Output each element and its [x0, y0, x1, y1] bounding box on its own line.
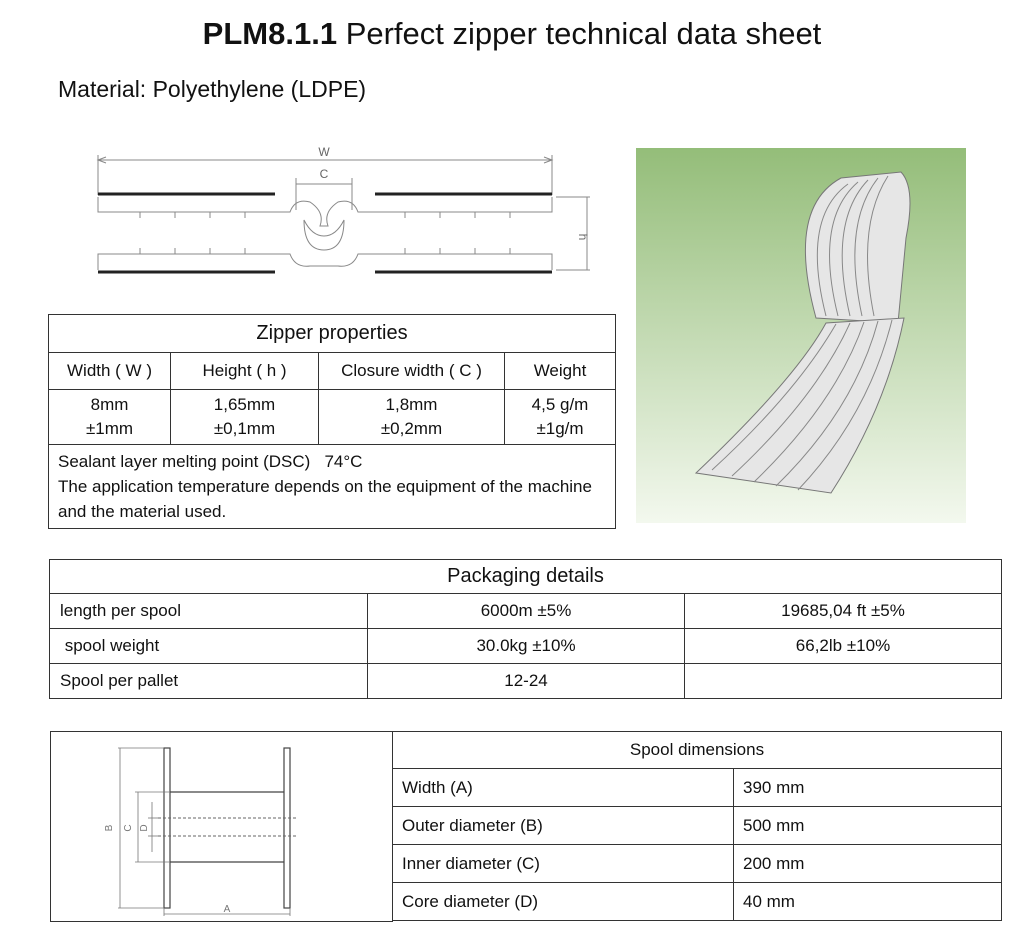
table-row: [393, 845, 1002, 883]
row-label: Core diameter (D): [393, 883, 734, 921]
table-row: [50, 664, 1002, 699]
product-code: PLM8.1.1: [202, 16, 338, 51]
value-closure-width: 1,8mm ±0,2mm: [319, 390, 505, 445]
row-value-imperial: 66,2lb ±10%: [685, 629, 1002, 664]
value-width: 8mm ±1mm: [49, 390, 171, 445]
table-row: [393, 807, 1002, 845]
value-weight: 4,5 g/m ±1g/m: [505, 390, 616, 445]
row-value: 40 mm: [734, 883, 1002, 921]
zipper-profile-diagram: [90, 140, 610, 290]
spool-label-b: B: [104, 824, 115, 832]
spool-diagram: [100, 742, 310, 917]
zipper-table-title: Zipper properties: [49, 315, 616, 353]
spool-dimensions-table: [392, 731, 1002, 921]
row-value-metric: 12-24: [368, 664, 685, 699]
row-label: spool weight: [50, 629, 368, 664]
row-label: length per spool: [50, 594, 368, 629]
page-title: [0, 16, 1024, 52]
zipper-properties-table: [48, 314, 616, 529]
material-line: Material: Polyethylene (LDPE): [58, 76, 367, 102]
melting-point-note: Sealant layer melting point (DSC) 74°C: [58, 452, 363, 471]
row-label: Width (A): [393, 769, 734, 807]
spool-label-c: C: [123, 824, 134, 832]
row-value: 200 mm: [734, 845, 1002, 883]
row-value-metric: 6000m ±5%: [368, 594, 685, 629]
value-height: 1,65mm ±0,1mm: [171, 390, 319, 445]
packaging-table-title: Packaging details: [50, 560, 1002, 594]
spool-label-d: D: [139, 824, 150, 832]
dimension-label-c: C: [319, 167, 329, 181]
dimension-label-h: h: [576, 233, 590, 241]
row-label: Outer diameter (B): [393, 807, 734, 845]
column-header-weight: Weight: [505, 353, 616, 390]
zipper-product-render: [636, 148, 966, 523]
row-label: Spool per pallet: [50, 664, 368, 699]
table-row: [50, 594, 1002, 629]
row-value: 390 mm: [734, 769, 1002, 807]
row-value-metric: 30.0kg ±10%: [368, 629, 685, 664]
application-temp-note: The application temperature depends on the equipment of the machine and the material used.: [58, 477, 592, 521]
table-row: [50, 629, 1002, 664]
column-header-width: Width ( W ): [49, 353, 171, 390]
row-value-imperial: [685, 664, 1002, 699]
dimension-label-w: W: [318, 145, 330, 159]
row-label: Inner diameter (C): [393, 845, 734, 883]
title-text: Perfect zipper technical data sheet: [345, 16, 822, 51]
row-value: 500 mm: [734, 807, 1002, 845]
column-header-closure-width: Closure width ( C ): [319, 353, 505, 390]
table-row: [393, 769, 1002, 807]
spool-table-title: Spool dimensions: [393, 732, 1002, 769]
spool-label-a: A: [223, 904, 231, 915]
row-value-imperial: 19685,04 ft ±5%: [685, 594, 1002, 629]
zipper-notes: [49, 445, 616, 529]
column-header-height: Height ( h ): [171, 353, 319, 390]
packaging-details-table: [49, 559, 1002, 699]
table-row: [393, 883, 1002, 921]
